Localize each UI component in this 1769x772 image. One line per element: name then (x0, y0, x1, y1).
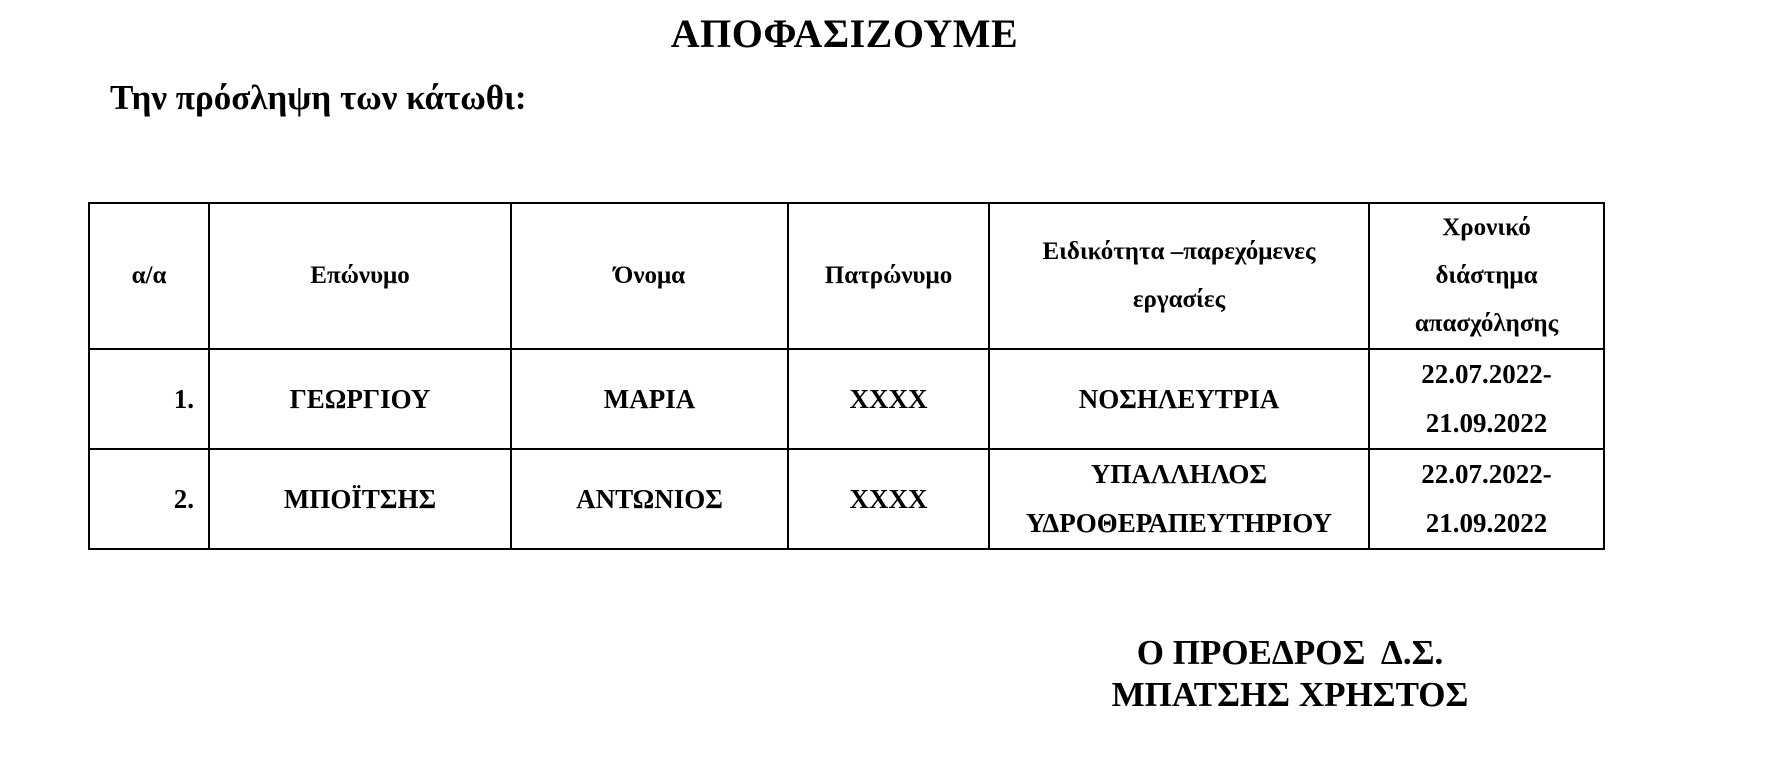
row-period-start: 22.07.2022- (1421, 459, 1552, 489)
row-period (1369, 349, 1604, 449)
table-row (89, 349, 1604, 449)
row-period-end: 21.09.2022 (1425, 508, 1548, 538)
row-aa: 2. (89, 449, 209, 549)
header-specialty-line1: Ειδικότητα –παρεχόμενες (1042, 238, 1316, 265)
header-period-line3: απασχόλησης (1414, 310, 1559, 337)
header-period (1369, 203, 1604, 349)
row-name: ΜΑΡΙΑ (511, 349, 788, 449)
header-specialty-line2: εργασίες (1132, 286, 1226, 313)
row-specialty-line1: ΥΠΑΛΛΗΛΟΣ (1090, 459, 1268, 489)
row-specialty-line1: ΝΟΣΗΛΕΥΤΡΙΑ (1078, 383, 1280, 414)
header-surname: Επώνυμο (209, 203, 511, 349)
row-period-end: 21.09.2022 (1425, 408, 1548, 438)
hiring-table (88, 202, 1605, 550)
signature-role: Ο ΠΡΟΕΔΡΟΣ Δ.Σ. (1136, 633, 1444, 672)
header-name: Όνομα (511, 203, 788, 349)
row-specialty (989, 349, 1369, 449)
table-row (89, 449, 1604, 549)
row-specialty (989, 449, 1369, 549)
document-title: ΑΠΟΦΑΣΙΖΟΥΜΕ (670, 11, 1019, 56)
row-father-name: ΧΧΧΧ (788, 449, 989, 549)
row-aa: 1. (89, 349, 209, 449)
row-period-start: 22.07.2022- (1421, 359, 1552, 389)
row-surname: ΜΠΟΪΤΣΗΣ (209, 449, 511, 549)
row-father-name: ΧΧΧΧ (788, 349, 989, 449)
row-name: ΑΝΤΩΝΙΟΣ (511, 449, 788, 549)
header-period-line1: Χρονικό (1442, 214, 1531, 241)
header-specialty (989, 203, 1369, 349)
header-period-line2: διάστημα (1435, 262, 1538, 289)
row-specialty-line2: ΥΔΡΟΘΕΡΑΠΕΥΤΗΡΙΟΥ (1025, 508, 1333, 538)
row-surname: ΓΕΩΡΓΙΟΥ (209, 349, 511, 449)
signature-block (1060, 632, 1520, 716)
row-period (1369, 449, 1604, 549)
signature-name: ΜΠΑΤΣΗΣ ΧΡΗΣΤΟΣ (1111, 675, 1469, 714)
header-father-name: Πατρώνυμο (788, 203, 989, 349)
header-aa: α/α (89, 203, 209, 349)
intro-text: Την πρόσληψη των κάτωθι: (110, 78, 527, 117)
table-header-row (89, 203, 1604, 349)
